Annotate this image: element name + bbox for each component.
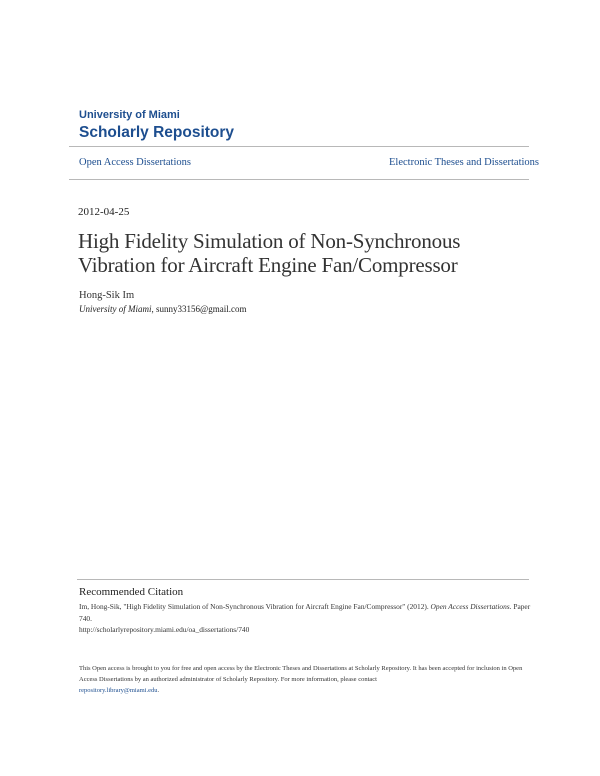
electronic-theses-link[interactable]: Electronic Theses and Dissertations <box>389 157 539 168</box>
title-line-2: Vibration for Aircraft Engine Fan/Compressor <box>78 253 458 277</box>
citation-paper: Paper 740. <box>79 602 531 623</box>
institution-name: University of Miami <box>79 109 180 121</box>
title-line-1: High Fidelity Simulation of Non-Synchronous <box>78 229 461 253</box>
repository-logo[interactable] <box>79 109 234 142</box>
open-access-dissertations-link[interactable]: Open Access Dissertations <box>79 157 191 168</box>
divider-middle <box>69 179 529 180</box>
author-affiliation <box>79 304 247 314</box>
citation-text <box>79 601 539 636</box>
divider-citation <box>77 579 529 580</box>
publication-date: 2012-04-25 <box>78 206 130 218</box>
repository-name: Scholarly Repository <box>79 124 235 141</box>
citation-url[interactable]: http://scholarlyrepository.miami.edu/oa_dissertations/740 <box>79 625 250 634</box>
notice-end: . <box>157 687 160 694</box>
affiliation-email: , sunny33156@gmail.com <box>151 304 247 314</box>
divider-top <box>69 146 529 147</box>
affiliation-institution: University of Miami <box>79 304 152 314</box>
citation-heading: Recommended Citation <box>79 586 184 598</box>
notice-text: This Open access is brought to you for free and open access by the Electronic Theses and Dissertations at Scholarly Repository. It has been accepted for inclusion in Open Access Dissertations by an authorized administrator of Scholarly Repository. For more information, please contact <box>79 665 523 683</box>
document-title <box>78 229 538 277</box>
contact-email-link[interactable]: repository.library@miami.edu <box>79 687 158 694</box>
citation-main: Im, Hong-Sik, "High Fidelity Simulation of Non-Synchronous Vibration for Aircraft Engine Fan/Compressor" (2012). <box>79 602 431 611</box>
access-notice <box>79 663 539 696</box>
citation-series: Open Access Dissertations. <box>430 602 512 611</box>
author-name: Hong-Sik Im <box>79 290 135 301</box>
